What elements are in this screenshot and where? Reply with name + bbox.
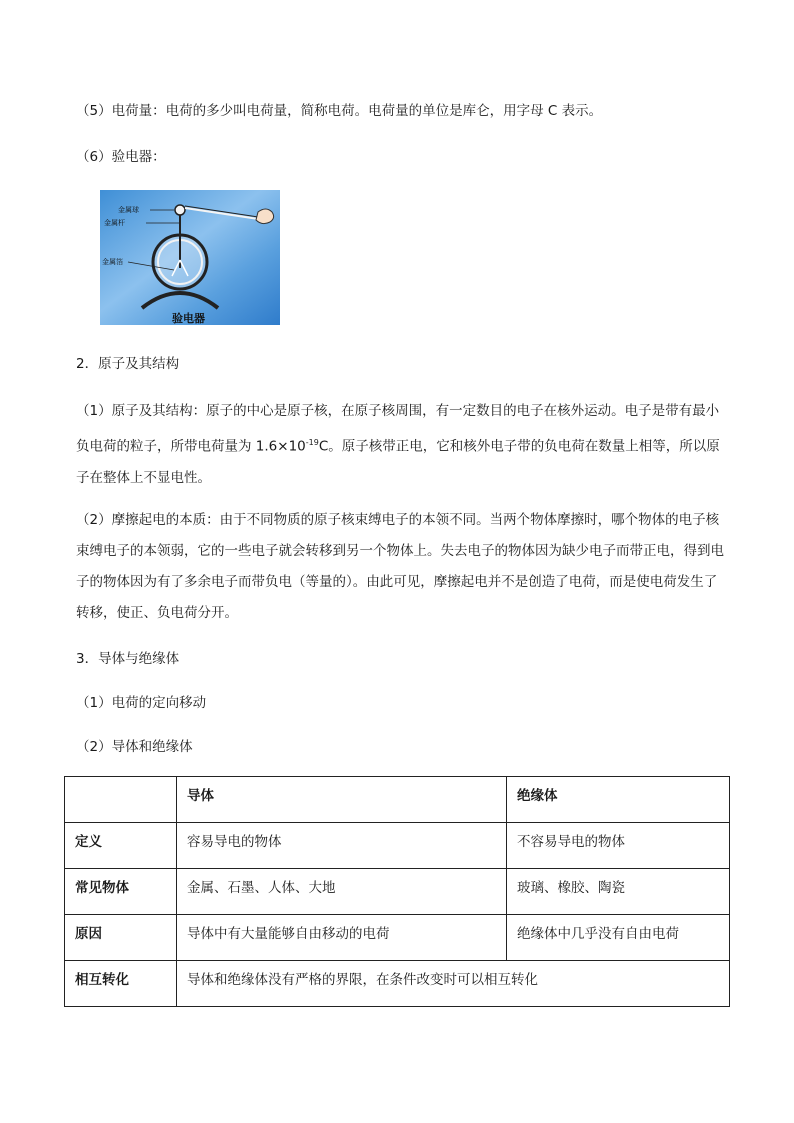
table-cell: 绝缘体中几乎没有自由电荷 (507, 915, 730, 961)
comparison-table (64, 776, 730, 1007)
table-cell: 玻璃、橡胶、陶瓷 (507, 869, 730, 915)
label-metal-foil: 金属箔 (102, 258, 123, 266)
row-label: 定义 (65, 823, 177, 869)
label-metal-rod: 金属杆 (104, 219, 125, 227)
paragraph-electroscope: （6）验电器： (76, 149, 166, 165)
row-label: 常见物体 (65, 869, 177, 915)
row-label: 相互转化 (65, 961, 177, 1007)
section-conductors-insulators: 3．导体与绝缘体 (76, 651, 180, 667)
paragraph-directed-motion: （1）电荷的定向移动 (76, 695, 207, 711)
table-row (65, 869, 730, 915)
electroscope-figure (100, 190, 280, 325)
atom-text-part1: （1）原子及其结构：原子的中心是原子核，在原子核周围，有一定数目的电子在核外运动。电子是带有最小负电荷的粒子，所带电荷量为 1.6×10 (76, 403, 720, 455)
section-atom-structure: 2．原子及其结构 (76, 356, 180, 372)
table-header-row (65, 777, 730, 823)
atom-exponent: -19 (305, 438, 319, 447)
figure-caption: 验电器 (172, 312, 205, 325)
label-metal-ball: 金属球 (118, 206, 139, 214)
header-cell: 绝缘体 (507, 777, 730, 823)
table-cell: 导体和绝缘体没有严格的界限，在条件改变时可以相互转化 (177, 961, 730, 1007)
header-cell: 导体 (177, 777, 507, 823)
table-cell: 不容易导电的物体 (507, 823, 730, 869)
table-cell: 金属、石墨、人体、大地 (177, 869, 507, 915)
paragraph-friction-charging: （2）摩擦起电的本质：由于不同物质的原子核束缚电子的本领不同。当两个物体摩擦时，哪个物体的电子核束缚电子的本领弱，它的一些电子就会转移到另一个物体上。失去电子的物体因为缺少电子而带正电，得到电子的物体因为有了多余电子而带负电（等量的）。由此可见，摩擦起电并不是创造了电荷，而是使电荷发生了转移，使正、负电荷分开。 (76, 512, 724, 621)
table-cell: 导体中有大量能够自由移动的电荷 (177, 915, 507, 961)
table-row (65, 823, 730, 869)
table-row (65, 961, 730, 1007)
paragraph-conductor-insulator: （2）导体和绝缘体 (76, 739, 193, 755)
paragraph-charge-quantity: （5）电荷量：电荷的多少叫电荷量，简称电荷。电荷量的单位是库仑，用字母 C 表示。 (76, 103, 603, 119)
table-row (65, 915, 730, 961)
atom-text-part2: C。原子核带正电，它和核外电子带的负电荷在数量上相等，所以原子在整体上不显电性。 (76, 438, 720, 486)
paragraph-atom-structure (76, 396, 726, 494)
row-label: 原因 (65, 915, 177, 961)
electroscope-illustration (100, 190, 280, 325)
table-cell: 容易导电的物体 (177, 823, 507, 869)
header-cell (65, 777, 177, 823)
